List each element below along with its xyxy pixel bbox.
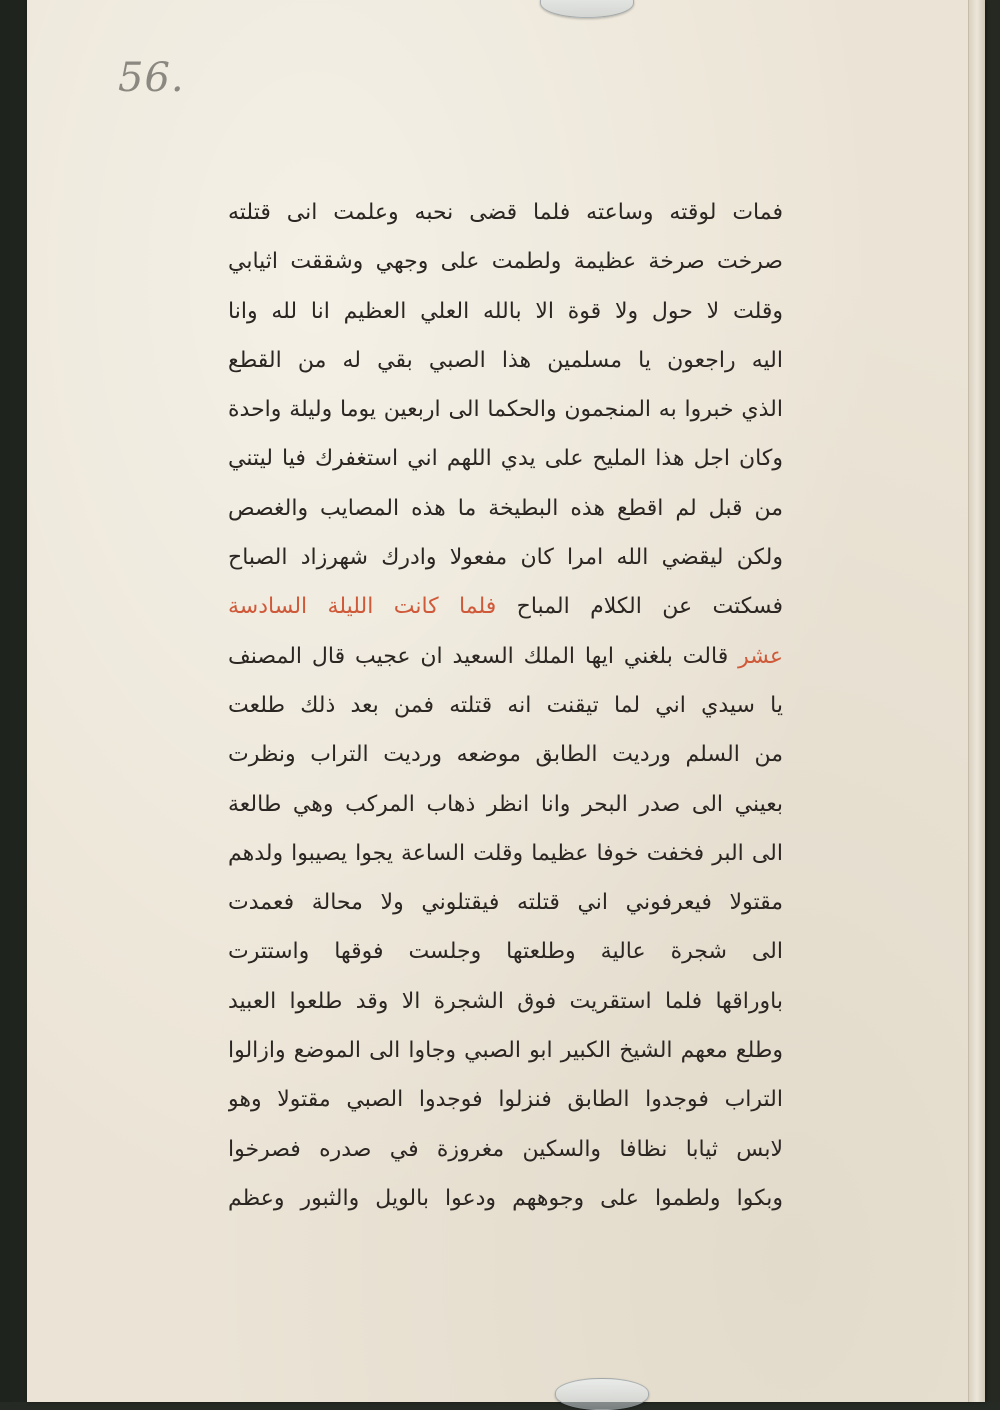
text-segment: وكان اجل هذا المليح على يدي اللهم اني استغفرك فيا ليتني [228,446,783,472]
text-line [228,484,783,533]
bottom-clip [555,1378,649,1410]
text-line [228,1026,783,1075]
text-segment: باوراقها فلما استقريت فوق الشجرة الا وقد طلعوا العبيد [228,988,783,1014]
text-line [228,385,783,434]
text-line [228,582,783,631]
rubric-heading: عشر [738,643,783,669]
text-line [228,237,783,286]
text-segment: التراب فوجدوا الطابق فنزلوا فوجدوا الصبي مقتولا وهو [228,1087,783,1113]
text-line [228,188,783,237]
text-segment: وبكوا ولطموا على وجوههم ودعوا بالويل والثبور وعظم [228,1185,783,1211]
text-line [228,977,783,1026]
text-line [228,1075,783,1124]
text-line [228,533,783,582]
text-line [228,681,783,730]
text-segment: قالت بلغني ايها الملك السعيد ان عجيب قال المصنف [228,643,739,669]
text-line [228,927,783,976]
folio-number: 56. [118,55,185,101]
text-segment: الذي خبروا به المنجمون والحكما الى اربعين يوما وليلة واحدة [228,397,783,423]
text-segment: من قبل لم اقطع هذه البطيخة ما هذه المصايب والغصص [228,495,783,521]
text-line [228,730,783,779]
text-segment: يا سيدي اني لما تيقنت انه قتلته فمن بعد ذلك طلعت [228,692,783,718]
text-line [228,632,783,681]
text-segment: وطلع معهم الشيخ الكبير ابو الصبي وجاوا الى الموضع وازالوا [228,1038,783,1064]
text-segment: وقلت لا حول ولا قوة الا بالله العلي العظيم انا لله وانا [228,298,783,324]
text-segment: فسكتت عن الكلام المباح [496,594,783,620]
text-segment: من السلم ورديت الطابق موضعه ورديت التراب ونظرت [228,742,783,768]
text-line [228,1125,783,1174]
text-segment: الى شجرة عالية وطلعتها وجلست فوقها واستترت [228,939,783,965]
text-line [228,1174,783,1223]
page-edge [968,0,985,1402]
text-segment: لابس ثيابا نظافا والسكين مغروزة في صدره فصرخوا [228,1136,783,1162]
text-line [228,878,783,927]
text-segment: صرخت صرخة عظيمة ولطمت على وجهي وشققت اثيابي [228,249,783,275]
text-segment: فمات لوقته وساعته فلما قضى نحبه وعلمت انى قتلته [228,200,783,225]
rubric-heading: فلما كانت الليلة السادسة [228,594,497,620]
text-line [228,336,783,385]
text-segment: مقتولا فيعرفوني اني قتلته فيقتلوني ولا محالة فعمدت [228,890,783,916]
text-segment: الى البر فخفت خوفا عظيما وقلت الساعة يجوا يصيبوا ولدهم [228,840,783,866]
text-line [228,287,783,336]
text-line [228,829,783,878]
text-line [228,780,783,829]
text-segment: بعيني الى صدر البحر وانا انظر ذهاب المركب وهي طالعة [228,791,783,817]
manuscript-text [228,188,783,1223]
text-segment: اليه راجعون يا مسلمين هذا الصبي بقي له من القطع [228,347,783,373]
text-line [228,434,783,483]
text-segment: ولكن ليقضي الله امرا كان مفعولا وادرك شهرزاد الصباح [228,545,783,571]
